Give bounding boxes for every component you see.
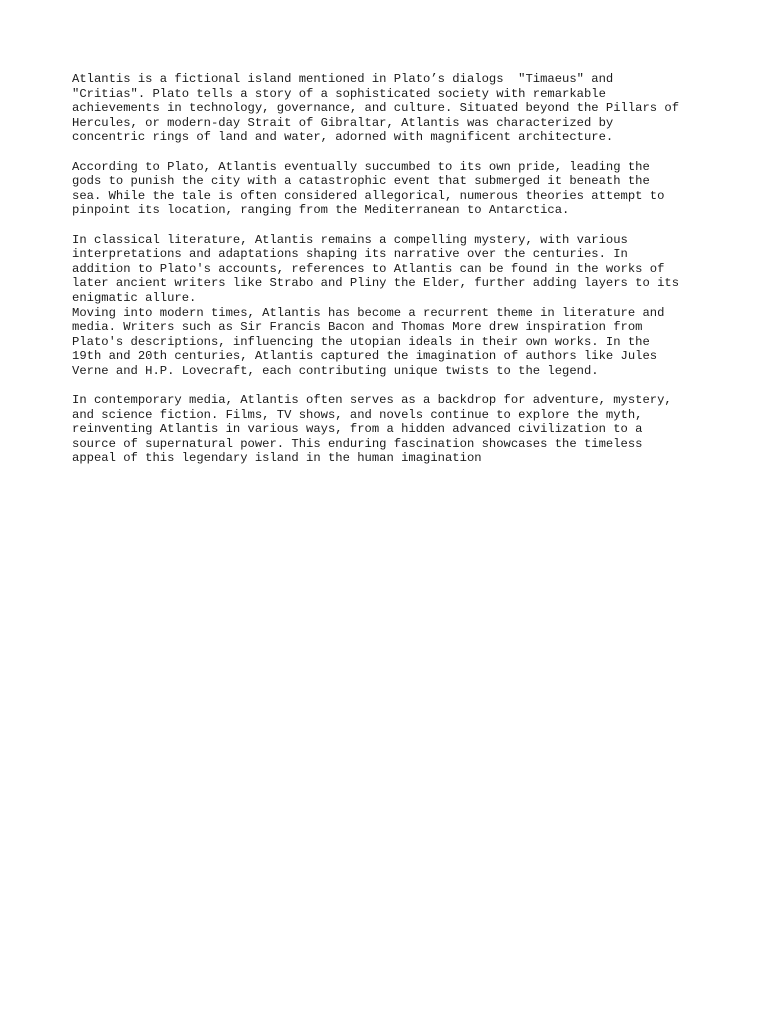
paragraph-spacer: [72, 218, 712, 233]
paragraph-modern-times: Moving into modern times, Atlantis has become a recurrent theme in literature and media. Writers such as Sir Francis Bacon and Thomas More drew inspiration from Plato's descriptions, influencing the utopian ideals in their own works. In the 19th and 20th centuries, Atlantis captured the imagination of authors like Jules Verne and H.P. Lovecraft, each contributing unique twists to the legend.: [72, 305, 665, 378]
paragraph-contemporary-media: In contemporary media, Atlantis often serves as a backdrop for adventure, mystery, and science fiction. Films, TV shows, and novels continue to explore the myth, reinventing Atlantis in various ways, from a hidden advanced civilization to a source of supernatural power. This enduring fascination showcases the timeless appeal of this legendary island in the human imagination: [72, 393, 672, 466]
paragraph-plato-account: According to Plato, Atlantis eventually succumbed to its own pride, leading the gods to punish the city with a catastrophic event that submerged it beneath the sea. While the tale is often considered allegorical, numerous theories attempt to pinpoint its location, ranging from the Mediterranean to Antarctica.: [72, 159, 665, 218]
document-page: [72, 72, 712, 466]
paragraph-spacer: [72, 145, 712, 160]
paragraph-spacer: [72, 378, 712, 393]
paragraph-intro: Atlantis is a fictional island mentioned in Plato’s dialogs "Timaeus" and "Critias". Plato tells a story of a sophisticated society with remarkable achievements in technology, governance, and culture. Situated beyond the Pillars of Hercules, or modern-day Strait of Gibraltar, Atlantis was characterized by concentric rings of land and water, adorned with magnificent architecture.: [72, 72, 680, 145]
paragraph-classical-literature: In classical literature, Atlantis remains a compelling mystery, with various interpretations and adaptations shaping its narrative over the centuries. In addition to Plato's accounts, references to Atlantis can be found in the works of later ancient writers like Strabo and Pliny the Elder, further adding layers to its enigmatic allure.: [72, 232, 680, 305]
